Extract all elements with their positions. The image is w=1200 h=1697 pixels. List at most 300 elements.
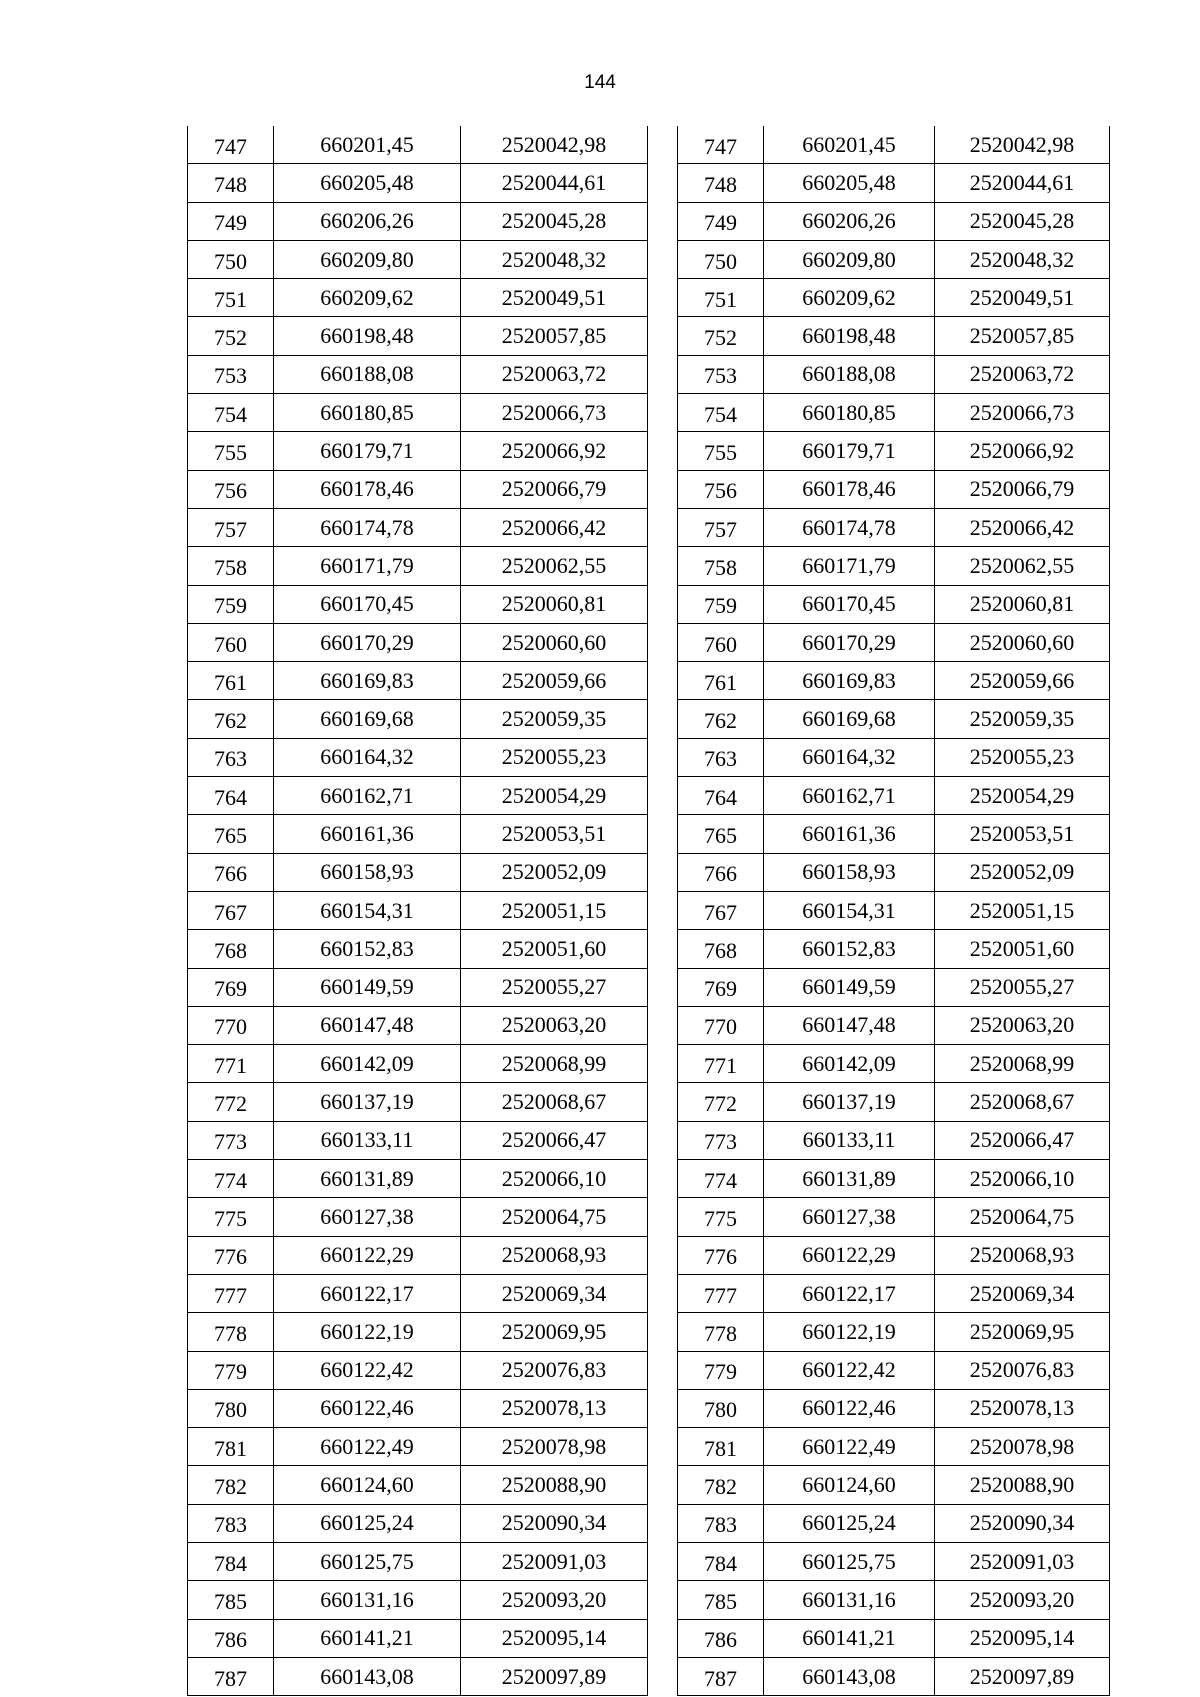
y-coordinate-cell: 2520068,93 bbox=[461, 1236, 648, 1274]
point-number-cell: 784 bbox=[188, 1542, 274, 1580]
point-number-cell: 765 bbox=[678, 815, 764, 853]
table-row bbox=[678, 1657, 1110, 1695]
y-coordinate-cell: 2520093,20 bbox=[461, 1581, 648, 1619]
point-number-cell: 769 bbox=[678, 968, 764, 1006]
point-number-cell: 758 bbox=[188, 547, 274, 585]
table-row bbox=[188, 202, 648, 240]
y-coordinate-cell: 2520066,73 bbox=[461, 394, 648, 432]
y-coordinate-cell: 2520059,66 bbox=[935, 662, 1110, 700]
y-coordinate-cell: 2520060,60 bbox=[461, 623, 648, 661]
page-number: 144 bbox=[584, 72, 616, 93]
y-coordinate-cell: 2520097,89 bbox=[935, 1657, 1110, 1695]
point-number-cell: 780 bbox=[188, 1389, 274, 1427]
point-number-cell: 755 bbox=[188, 432, 274, 470]
y-coordinate-cell: 2520059,66 bbox=[461, 662, 648, 700]
y-coordinate-cell: 2520064,75 bbox=[935, 1198, 1110, 1236]
x-coordinate-cell: 660209,62 bbox=[274, 279, 461, 317]
table-row bbox=[188, 547, 648, 585]
y-coordinate-cell: 2520048,32 bbox=[935, 240, 1110, 278]
y-coordinate-cell: 2520069,34 bbox=[935, 1274, 1110, 1312]
x-coordinate-cell: 660122,29 bbox=[764, 1236, 935, 1274]
point-number-cell: 764 bbox=[678, 777, 764, 815]
y-coordinate-cell: 2520078,13 bbox=[935, 1389, 1110, 1427]
y-coordinate-cell: 2520055,23 bbox=[461, 738, 648, 776]
x-coordinate-cell: 660209,62 bbox=[764, 279, 935, 317]
point-number-cell: 758 bbox=[678, 547, 764, 585]
x-coordinate-cell: 660131,16 bbox=[764, 1581, 935, 1619]
table-row bbox=[188, 1657, 648, 1695]
point-number-cell: 762 bbox=[678, 700, 764, 738]
table-row bbox=[678, 432, 1110, 470]
table-row bbox=[678, 930, 1110, 968]
x-coordinate-cell: 660133,11 bbox=[764, 1121, 935, 1159]
point-number-cell: 781 bbox=[188, 1428, 274, 1466]
table-row bbox=[678, 317, 1110, 355]
y-coordinate-cell: 2520066,47 bbox=[935, 1121, 1110, 1159]
table-row bbox=[678, 700, 1110, 738]
x-coordinate-cell: 660179,71 bbox=[764, 432, 935, 470]
point-number-cell: 779 bbox=[678, 1351, 764, 1389]
x-coordinate-cell: 660174,78 bbox=[764, 508, 935, 546]
x-coordinate-cell: 660131,16 bbox=[274, 1581, 461, 1619]
coordinates-table-left bbox=[187, 126, 648, 1696]
x-coordinate-cell: 660122,29 bbox=[274, 1236, 461, 1274]
table-row bbox=[678, 1045, 1110, 1083]
y-coordinate-cell: 2520091,03 bbox=[461, 1542, 648, 1580]
x-coordinate-cell: 660198,48 bbox=[764, 317, 935, 355]
table-row bbox=[678, 1619, 1110, 1657]
y-coordinate-cell: 2520062,55 bbox=[461, 547, 648, 585]
y-coordinate-cell: 2520069,95 bbox=[461, 1313, 648, 1351]
y-coordinate-cell: 2520078,98 bbox=[461, 1428, 648, 1466]
point-number-cell: 766 bbox=[188, 853, 274, 891]
point-number-cell: 757 bbox=[188, 508, 274, 546]
x-coordinate-cell: 660169,83 bbox=[274, 662, 461, 700]
table-row bbox=[188, 853, 648, 891]
table-row bbox=[188, 1045, 648, 1083]
point-number-cell: 757 bbox=[678, 508, 764, 546]
x-coordinate-cell: 660162,71 bbox=[274, 777, 461, 815]
x-coordinate-cell: 660147,48 bbox=[274, 1006, 461, 1044]
point-number-cell: 762 bbox=[188, 700, 274, 738]
point-number-cell: 783 bbox=[678, 1504, 764, 1542]
point-number-cell: 775 bbox=[188, 1198, 274, 1236]
point-number-cell: 755 bbox=[678, 432, 764, 470]
table-row bbox=[188, 394, 648, 432]
table-row bbox=[678, 279, 1110, 317]
table-row bbox=[188, 279, 648, 317]
point-number-cell: 749 bbox=[188, 202, 274, 240]
y-coordinate-cell: 2520068,67 bbox=[935, 1083, 1110, 1121]
table-row bbox=[188, 1274, 648, 1312]
x-coordinate-cell: 660179,71 bbox=[274, 432, 461, 470]
x-coordinate-cell: 660125,24 bbox=[764, 1504, 935, 1542]
x-coordinate-cell: 660142,09 bbox=[274, 1045, 461, 1083]
x-coordinate-cell: 660180,85 bbox=[274, 394, 461, 432]
table-row bbox=[678, 1236, 1110, 1274]
point-number-cell: 756 bbox=[678, 470, 764, 508]
x-coordinate-cell: 660206,26 bbox=[274, 202, 461, 240]
table-row bbox=[678, 1466, 1110, 1504]
point-number-cell: 750 bbox=[678, 240, 764, 278]
table-row bbox=[678, 1198, 1110, 1236]
point-number-cell: 783 bbox=[188, 1504, 274, 1542]
point-number-cell: 748 bbox=[188, 164, 274, 202]
point-number-cell: 777 bbox=[678, 1274, 764, 1312]
x-coordinate-cell: 660205,48 bbox=[764, 164, 935, 202]
y-coordinate-cell: 2520068,93 bbox=[935, 1236, 1110, 1274]
y-coordinate-cell: 2520055,23 bbox=[935, 738, 1110, 776]
y-coordinate-cell: 2520054,29 bbox=[935, 777, 1110, 815]
point-number-cell: 754 bbox=[188, 394, 274, 432]
point-number-cell: 750 bbox=[188, 240, 274, 278]
table-row bbox=[678, 164, 1110, 202]
y-coordinate-cell: 2520048,32 bbox=[461, 240, 648, 278]
table-row bbox=[188, 815, 648, 853]
point-number-cell: 785 bbox=[188, 1581, 274, 1619]
table-row bbox=[188, 968, 648, 1006]
y-coordinate-cell: 2520063,20 bbox=[461, 1006, 648, 1044]
y-coordinate-cell: 2520066,42 bbox=[461, 508, 648, 546]
table-row bbox=[188, 1236, 648, 1274]
table-row bbox=[188, 585, 648, 623]
x-coordinate-cell: 660169,83 bbox=[764, 662, 935, 700]
y-coordinate-cell: 2520066,92 bbox=[935, 432, 1110, 470]
y-coordinate-cell: 2520097,89 bbox=[461, 1657, 648, 1695]
table-row bbox=[188, 1006, 648, 1044]
table-row bbox=[188, 1581, 648, 1619]
point-number-cell: 771 bbox=[188, 1045, 274, 1083]
table-row bbox=[678, 968, 1110, 1006]
y-coordinate-cell: 2520069,34 bbox=[461, 1274, 648, 1312]
x-coordinate-cell: 660122,19 bbox=[274, 1313, 461, 1351]
x-coordinate-cell: 660178,46 bbox=[764, 470, 935, 508]
x-coordinate-cell: 660158,93 bbox=[764, 853, 935, 891]
table-row bbox=[188, 777, 648, 815]
x-coordinate-cell: 660137,19 bbox=[764, 1083, 935, 1121]
x-coordinate-cell: 660154,31 bbox=[274, 891, 461, 929]
y-coordinate-cell: 2520054,29 bbox=[461, 777, 648, 815]
point-number-cell: 778 bbox=[678, 1313, 764, 1351]
x-coordinate-cell: 660180,85 bbox=[764, 394, 935, 432]
x-coordinate-cell: 660169,68 bbox=[274, 700, 461, 738]
table-row bbox=[188, 738, 648, 776]
x-coordinate-cell: 660209,80 bbox=[274, 240, 461, 278]
table-row bbox=[678, 1542, 1110, 1580]
table-row bbox=[188, 1351, 648, 1389]
y-coordinate-cell: 2520066,79 bbox=[935, 470, 1110, 508]
point-number-cell: 782 bbox=[188, 1466, 274, 1504]
point-number-cell: 761 bbox=[678, 662, 764, 700]
x-coordinate-cell: 660154,31 bbox=[764, 891, 935, 929]
y-coordinate-cell: 2520063,20 bbox=[935, 1006, 1110, 1044]
point-number-cell: 786 bbox=[678, 1619, 764, 1657]
y-coordinate-cell: 2520093,20 bbox=[935, 1581, 1110, 1619]
x-coordinate-cell: 660127,38 bbox=[764, 1198, 935, 1236]
x-coordinate-cell: 660170,29 bbox=[274, 623, 461, 661]
table-row bbox=[188, 891, 648, 929]
y-coordinate-cell: 2520090,34 bbox=[935, 1504, 1110, 1542]
table-row bbox=[678, 240, 1110, 278]
x-coordinate-cell: 660147,48 bbox=[764, 1006, 935, 1044]
table-row bbox=[188, 623, 648, 661]
y-coordinate-cell: 2520051,15 bbox=[935, 891, 1110, 929]
point-number-cell: 748 bbox=[678, 164, 764, 202]
table-row bbox=[188, 1389, 648, 1427]
table-row bbox=[678, 1504, 1110, 1542]
x-coordinate-cell: 660137,19 bbox=[274, 1083, 461, 1121]
y-coordinate-cell: 2520059,35 bbox=[461, 700, 648, 738]
point-number-cell: 747 bbox=[188, 126, 274, 164]
coordinates-table-right bbox=[677, 126, 1110, 1696]
x-coordinate-cell: 660122,42 bbox=[764, 1351, 935, 1389]
point-number-cell: 769 bbox=[188, 968, 274, 1006]
point-number-cell: 761 bbox=[188, 662, 274, 700]
table-row bbox=[678, 815, 1110, 853]
y-coordinate-cell: 2520069,95 bbox=[935, 1313, 1110, 1351]
table-row bbox=[188, 1619, 648, 1657]
point-number-cell: 765 bbox=[188, 815, 274, 853]
x-coordinate-cell: 660143,08 bbox=[764, 1657, 935, 1695]
point-number-cell: 763 bbox=[188, 738, 274, 776]
x-coordinate-cell: 660169,68 bbox=[764, 700, 935, 738]
y-coordinate-cell: 2520042,98 bbox=[935, 126, 1110, 164]
y-coordinate-cell: 2520053,51 bbox=[935, 815, 1110, 853]
y-coordinate-cell: 2520052,09 bbox=[935, 853, 1110, 891]
table-row bbox=[678, 126, 1110, 164]
y-coordinate-cell: 2520055,27 bbox=[461, 968, 648, 1006]
x-coordinate-cell: 660124,60 bbox=[274, 1466, 461, 1504]
table-row bbox=[188, 1313, 648, 1351]
x-coordinate-cell: 660161,36 bbox=[764, 815, 935, 853]
table-row bbox=[678, 547, 1110, 585]
x-coordinate-cell: 660152,83 bbox=[764, 930, 935, 968]
point-number-cell: 763 bbox=[678, 738, 764, 776]
point-number-cell: 751 bbox=[678, 279, 764, 317]
point-number-cell: 770 bbox=[188, 1006, 274, 1044]
y-coordinate-cell: 2520055,27 bbox=[935, 968, 1110, 1006]
point-number-cell: 772 bbox=[188, 1083, 274, 1121]
x-coordinate-cell: 660122,49 bbox=[764, 1428, 935, 1466]
y-coordinate-cell: 2520076,83 bbox=[935, 1351, 1110, 1389]
y-coordinate-cell: 2520068,99 bbox=[461, 1045, 648, 1083]
y-coordinate-cell: 2520066,10 bbox=[461, 1160, 648, 1198]
x-coordinate-cell: 660122,17 bbox=[764, 1274, 935, 1312]
x-coordinate-cell: 660171,79 bbox=[764, 547, 935, 585]
table-row bbox=[188, 700, 648, 738]
x-coordinate-cell: 660209,80 bbox=[764, 240, 935, 278]
point-number-cell: 784 bbox=[678, 1542, 764, 1580]
point-number-cell: 779 bbox=[188, 1351, 274, 1389]
point-number-cell: 775 bbox=[678, 1198, 764, 1236]
table-row bbox=[188, 126, 648, 164]
x-coordinate-cell: 660201,45 bbox=[274, 126, 461, 164]
y-coordinate-cell: 2520066,92 bbox=[461, 432, 648, 470]
point-number-cell: 771 bbox=[678, 1045, 764, 1083]
table-row bbox=[678, 470, 1110, 508]
x-coordinate-cell: 660170,45 bbox=[274, 585, 461, 623]
point-number-cell: 766 bbox=[678, 853, 764, 891]
y-coordinate-cell: 2520066,10 bbox=[935, 1160, 1110, 1198]
y-coordinate-cell: 2520076,83 bbox=[461, 1351, 648, 1389]
point-number-cell: 774 bbox=[188, 1160, 274, 1198]
y-coordinate-cell: 2520049,51 bbox=[461, 279, 648, 317]
table-row bbox=[188, 1083, 648, 1121]
y-coordinate-cell: 2520057,85 bbox=[935, 317, 1110, 355]
table-row bbox=[678, 1581, 1110, 1619]
x-coordinate-cell: 660131,89 bbox=[764, 1160, 935, 1198]
point-number-cell: 773 bbox=[188, 1121, 274, 1159]
x-coordinate-cell: 660122,17 bbox=[274, 1274, 461, 1312]
x-coordinate-cell: 660122,46 bbox=[764, 1389, 935, 1427]
table-row bbox=[188, 1121, 648, 1159]
x-coordinate-cell: 660142,09 bbox=[764, 1045, 935, 1083]
point-number-cell: 785 bbox=[678, 1581, 764, 1619]
x-coordinate-cell: 660131,89 bbox=[274, 1160, 461, 1198]
table-row bbox=[188, 1198, 648, 1236]
point-number-cell: 776 bbox=[188, 1236, 274, 1274]
table-row bbox=[188, 930, 648, 968]
table-row bbox=[188, 1504, 648, 1542]
table-row bbox=[188, 508, 648, 546]
point-number-cell: 773 bbox=[678, 1121, 764, 1159]
y-coordinate-cell: 2520044,61 bbox=[935, 164, 1110, 202]
point-number-cell: 752 bbox=[188, 317, 274, 355]
point-number-cell: 759 bbox=[678, 585, 764, 623]
point-number-cell: 767 bbox=[188, 891, 274, 929]
table-row bbox=[188, 470, 648, 508]
y-coordinate-cell: 2520051,60 bbox=[935, 930, 1110, 968]
x-coordinate-cell: 660162,71 bbox=[764, 777, 935, 815]
y-coordinate-cell: 2520049,51 bbox=[935, 279, 1110, 317]
y-coordinate-cell: 2520088,90 bbox=[461, 1466, 648, 1504]
y-coordinate-cell: 2520062,55 bbox=[935, 547, 1110, 585]
point-number-cell: 751 bbox=[188, 279, 274, 317]
x-coordinate-cell: 660188,08 bbox=[764, 355, 935, 393]
y-coordinate-cell: 2520052,09 bbox=[461, 853, 648, 891]
table-row bbox=[188, 164, 648, 202]
point-number-cell: 767 bbox=[678, 891, 764, 929]
table-row bbox=[678, 777, 1110, 815]
table-row bbox=[678, 853, 1110, 891]
y-coordinate-cell: 2520045,28 bbox=[935, 202, 1110, 240]
table-row bbox=[188, 1160, 648, 1198]
point-number-cell: 754 bbox=[678, 394, 764, 432]
y-coordinate-cell: 2520057,85 bbox=[461, 317, 648, 355]
point-number-cell: 768 bbox=[678, 930, 764, 968]
y-coordinate-cell: 2520053,51 bbox=[461, 815, 648, 853]
x-coordinate-cell: 660158,93 bbox=[274, 853, 461, 891]
table-row bbox=[678, 1428, 1110, 1466]
y-coordinate-cell: 2520051,15 bbox=[461, 891, 648, 929]
table-row bbox=[188, 432, 648, 470]
point-number-cell: 760 bbox=[188, 623, 274, 661]
point-number-cell: 749 bbox=[678, 202, 764, 240]
point-number-cell: 786 bbox=[188, 1619, 274, 1657]
y-coordinate-cell: 2520044,61 bbox=[461, 164, 648, 202]
table-row bbox=[678, 1313, 1110, 1351]
y-coordinate-cell: 2520068,67 bbox=[461, 1083, 648, 1121]
y-coordinate-cell: 2520066,42 bbox=[935, 508, 1110, 546]
table-row bbox=[188, 317, 648, 355]
table-row bbox=[678, 394, 1110, 432]
y-coordinate-cell: 2520066,73 bbox=[935, 394, 1110, 432]
table-row bbox=[678, 1389, 1110, 1427]
table-row bbox=[188, 1466, 648, 1504]
table-row bbox=[678, 1083, 1110, 1121]
table-row bbox=[678, 662, 1110, 700]
point-number-cell: 782 bbox=[678, 1466, 764, 1504]
x-coordinate-cell: 660178,46 bbox=[274, 470, 461, 508]
point-number-cell: 753 bbox=[188, 355, 274, 393]
table-row bbox=[678, 355, 1110, 393]
table-row bbox=[678, 1121, 1110, 1159]
y-coordinate-cell: 2520042,98 bbox=[461, 126, 648, 164]
point-number-cell: 787 bbox=[188, 1657, 274, 1695]
x-coordinate-cell: 660164,32 bbox=[764, 738, 935, 776]
y-coordinate-cell: 2520066,47 bbox=[461, 1121, 648, 1159]
x-coordinate-cell: 660174,78 bbox=[274, 508, 461, 546]
x-coordinate-cell: 660152,83 bbox=[274, 930, 461, 968]
point-number-cell: 781 bbox=[678, 1428, 764, 1466]
table-row bbox=[678, 585, 1110, 623]
point-number-cell: 772 bbox=[678, 1083, 764, 1121]
x-coordinate-cell: 660124,60 bbox=[764, 1466, 935, 1504]
y-coordinate-cell: 2520078,98 bbox=[935, 1428, 1110, 1466]
y-coordinate-cell: 2520045,28 bbox=[461, 202, 648, 240]
table-row bbox=[678, 1274, 1110, 1312]
x-coordinate-cell: 660127,38 bbox=[274, 1198, 461, 1236]
x-coordinate-cell: 660141,21 bbox=[764, 1619, 935, 1657]
x-coordinate-cell: 660122,42 bbox=[274, 1351, 461, 1389]
point-number-cell: 759 bbox=[188, 585, 274, 623]
table-row bbox=[678, 508, 1110, 546]
x-coordinate-cell: 660141,21 bbox=[274, 1619, 461, 1657]
x-coordinate-cell: 660188,08 bbox=[274, 355, 461, 393]
table-row bbox=[188, 1542, 648, 1580]
x-coordinate-cell: 660206,26 bbox=[764, 202, 935, 240]
point-number-cell: 756 bbox=[188, 470, 274, 508]
x-coordinate-cell: 660149,59 bbox=[274, 968, 461, 1006]
point-number-cell: 774 bbox=[678, 1160, 764, 1198]
x-coordinate-cell: 660122,49 bbox=[274, 1428, 461, 1466]
x-coordinate-cell: 660161,36 bbox=[274, 815, 461, 853]
point-number-cell: 747 bbox=[678, 126, 764, 164]
x-coordinate-cell: 660149,59 bbox=[764, 968, 935, 1006]
point-number-cell: 764 bbox=[188, 777, 274, 815]
y-coordinate-cell: 2520066,79 bbox=[461, 470, 648, 508]
point-number-cell: 752 bbox=[678, 317, 764, 355]
x-coordinate-cell: 660205,48 bbox=[274, 164, 461, 202]
point-number-cell: 768 bbox=[188, 930, 274, 968]
point-number-cell: 753 bbox=[678, 355, 764, 393]
x-coordinate-cell: 660171,79 bbox=[274, 547, 461, 585]
x-coordinate-cell: 660125,24 bbox=[274, 1504, 461, 1542]
table-row bbox=[678, 1351, 1110, 1389]
y-coordinate-cell: 2520060,81 bbox=[935, 585, 1110, 623]
table-row bbox=[678, 738, 1110, 776]
point-number-cell: 770 bbox=[678, 1006, 764, 1044]
x-coordinate-cell: 660125,75 bbox=[274, 1542, 461, 1580]
y-coordinate-cell: 2520095,14 bbox=[935, 1619, 1110, 1657]
y-coordinate-cell: 2520068,99 bbox=[935, 1045, 1110, 1083]
point-number-cell: 777 bbox=[188, 1274, 274, 1312]
table-row bbox=[678, 1006, 1110, 1044]
y-coordinate-cell: 2520064,75 bbox=[461, 1198, 648, 1236]
x-coordinate-cell: 660125,75 bbox=[764, 1542, 935, 1580]
table-row bbox=[188, 662, 648, 700]
table-row bbox=[678, 623, 1110, 661]
